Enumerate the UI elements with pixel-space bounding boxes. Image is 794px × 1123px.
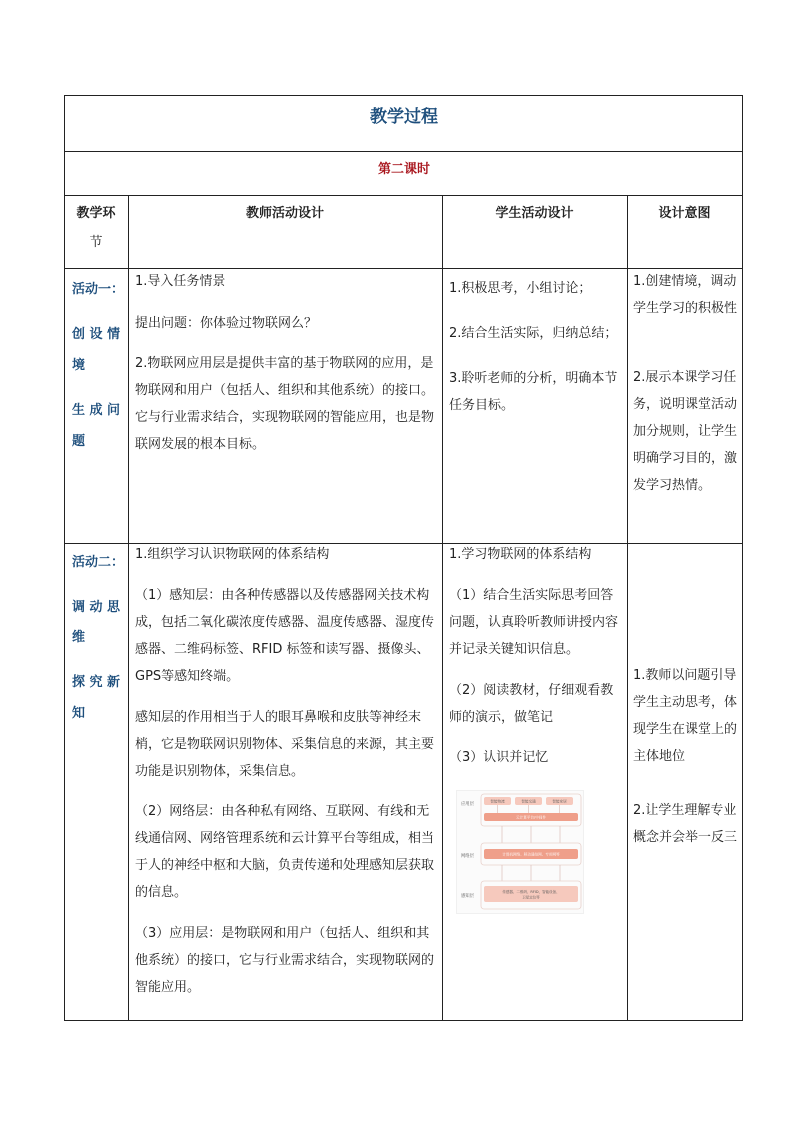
sense-bar-label-line2: 卫星定位等: [522, 895, 540, 900]
row2-student-item-4: （3）认识并记忆: [449, 750, 549, 765]
row1-teacher-item-1: 1.导入任务情景: [135, 274, 226, 289]
row1-student-item-1: 1.积极思考，小组讨论；: [449, 281, 592, 296]
app-box-2-label: 智能交通: [521, 799, 536, 804]
row1-teacher-item-2: 提出问题：你体验过物联网么？: [135, 316, 318, 331]
sense-bar: [484, 886, 578, 902]
row2-intent-item-1: 1.教师以问题引导学生主动思考，体现学生在课堂上的主体地位: [633, 668, 738, 764]
row2-student-item-1: 1.学习物联网的体系结构: [449, 547, 592, 562]
app-box-3-label: 智能家居: [552, 799, 567, 804]
row1-label-line2: 创 设 情: [72, 327, 121, 342]
row1-label-line5: 题: [72, 434, 86, 449]
net-bar-label: 计算机网络、移动通信网、专用网等: [502, 852, 560, 857]
row2-student-item-2: （1）结合生活实际思考回答问题，认真聆听教师讲授内容并记录关键知识信息。: [449, 588, 619, 657]
row2-teacher-item-3: 感知层的作用相当于人的眼耳鼻喉和皮肤等神经末梢，它是物联网识别物体、采集信息的来源，其主要功能是识别物体，采集信息。: [135, 710, 435, 779]
sense-bar-label-line1: 传感器、二维码、RFID、智能设备、: [502, 890, 560, 894]
row1-label-title: 活动一：: [72, 282, 125, 297]
header-student: 学生活动设计: [495, 206, 574, 221]
architecture-diagram: [456, 790, 584, 914]
header-teacher: 教师活动设计: [245, 206, 324, 221]
row1-label-line4: 生 成 问: [72, 403, 121, 418]
row1-teacher-item-3: 2.物联网应用层是提供丰富的基于物联网的应用，是物联网和用户（包括人、组织和其他系统）的接口。它与行业需求结合，实现物联网的智能应用，也是物联网发展的根本目标。: [135, 356, 435, 452]
row1-intent-item-2: 2.展示本课学习任务，说明课堂活动加分规则，让学生明确学习目的，激发学习热情。: [633, 370, 738, 493]
row1-student-item-3: 3.聆听老师的分析，明确本节任务目标。: [449, 371, 618, 413]
row2-student-item-3: （2）阅读教材，仔细观看教师的演示，做笔记: [449, 683, 614, 725]
row2-teacher-item-4: （2）网络层：由各种私有网络、互联网、有线和无线通信网、网络管理系统和云计算平台等组成，相当于人的神经中枢和大脑，负责传递和处理感知层获取的信息。: [135, 804, 435, 900]
row2-label-title: 活动二：: [72, 555, 125, 570]
row2-label-line5: 知: [72, 706, 86, 721]
layer-label-app: 应用层: [461, 802, 474, 807]
header-intent: 设计意图: [658, 206, 711, 221]
row1-label-line3: 境: [72, 358, 86, 373]
row2-label-line4: 探 究 新: [72, 675, 121, 690]
lesson-subtitle: 第二课时: [377, 162, 430, 177]
row2-label-line2: 调 动 思: [72, 600, 121, 615]
app-bar-label: 云计算平台/中间件: [516, 815, 546, 820]
row2-teacher-item-1: 1.组织学习认识物联网的体系结构: [135, 547, 330, 562]
header-section-line1: 教学环: [76, 206, 116, 221]
layer-label-sense: 感知层: [461, 894, 474, 899]
row2-teacher-item-5: （3）应用层：是物联网和用户（包括人、组织和其他系统）的接口，它与行业需求结合，实现物联网的智能应用。: [135, 926, 435, 995]
app-box-1-label: 智能物流: [490, 799, 505, 804]
page-title: 教学过程: [370, 107, 438, 127]
row2-teacher-item-2: （1）感知层：由各种传感器以及传感器网关技术构成，包括二氧化碳浓度传感器、温度传感器、湿度传感器、二维码标签、RFID 标签和读写器、摄像头、GPS等感知终端。: [135, 588, 435, 684]
row1-student-item-2: 2.结合生活实际，归纳总结；: [449, 326, 618, 341]
architecture-diagram-svg: [457, 791, 583, 913]
row2-intent-item-2: 2.让学生理解专业概念并会举一反三: [633, 803, 738, 845]
header-section-line2: 节: [89, 235, 103, 250]
row1-intent-item-1: 1.创建情境，调动学生学习的积极性: [633, 274, 738, 316]
row2-label-line3: 维: [72, 630, 86, 645]
layer-label-net: 网络层: [461, 854, 474, 859]
